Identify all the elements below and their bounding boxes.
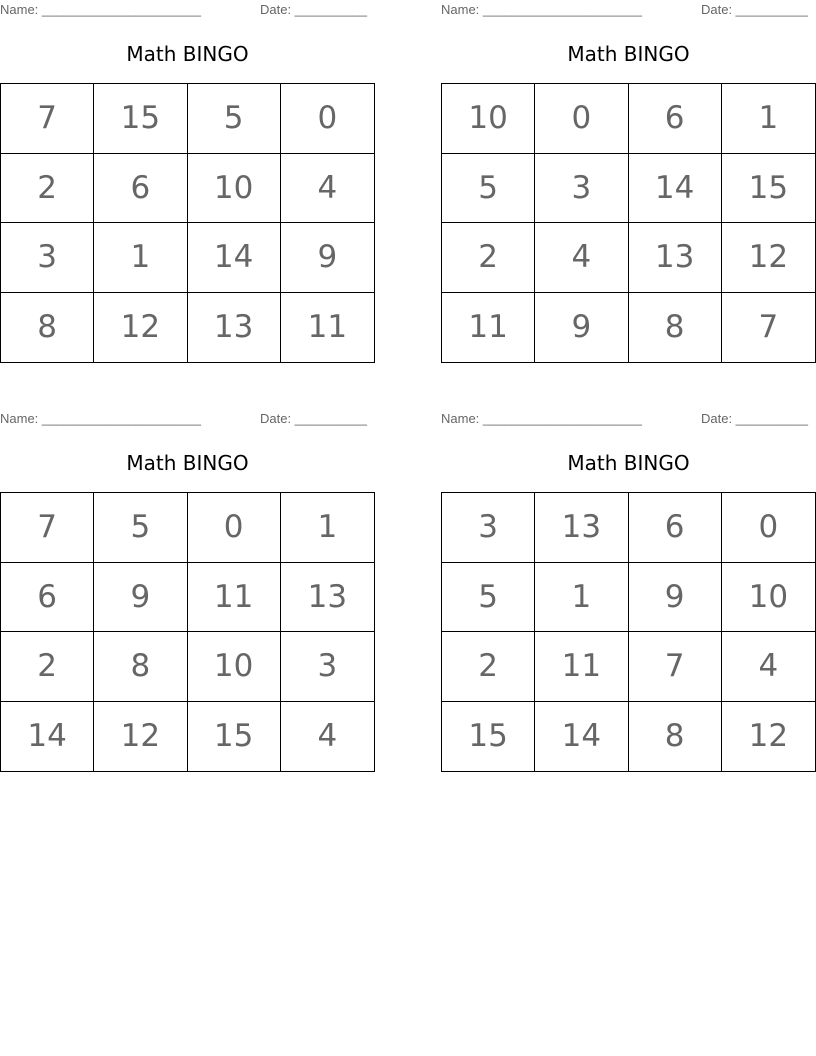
bingo-card bbox=[0, 409, 375, 773]
bingo-card bbox=[441, 409, 816, 773]
card-title: Math BINGO bbox=[126, 42, 249, 66]
bingo-cell: 2 bbox=[1, 154, 94, 224]
bingo-cell: 11 bbox=[188, 563, 281, 633]
bingo-card bbox=[0, 0, 375, 364]
bingo-grid bbox=[0, 83, 375, 363]
bingo-cell: 9 bbox=[535, 293, 628, 363]
bingo-card bbox=[441, 0, 816, 364]
card-header bbox=[441, 411, 816, 429]
bingo-cell: 15 bbox=[94, 84, 187, 154]
date-field-label: Date: __________ bbox=[701, 2, 808, 17]
bingo-cell: 1 bbox=[722, 84, 815, 154]
bingo-cell: 11 bbox=[535, 632, 628, 702]
bingo-cell: 1 bbox=[535, 563, 628, 633]
bingo-cell: 10 bbox=[722, 563, 815, 633]
bingo-cell: 1 bbox=[281, 493, 374, 563]
bingo-cell: 13 bbox=[188, 293, 281, 363]
bingo-cell: 6 bbox=[1, 563, 94, 633]
bingo-cell: 4 bbox=[317, 718, 338, 755]
card-header bbox=[0, 2, 375, 20]
name-field-label: Name: ______________________ bbox=[441, 2, 642, 17]
bingo-cell: 2 bbox=[1, 632, 94, 702]
bingo-cell: 2 bbox=[442, 223, 535, 293]
bingo-cell: 8 bbox=[629, 293, 722, 363]
bingo-cell: 11 bbox=[307, 309, 348, 346]
bingo-cell: 3 bbox=[442, 493, 535, 563]
bingo-cell: 12 bbox=[94, 293, 187, 363]
bingo-cell: 15 bbox=[188, 702, 281, 772]
bingo-cell: 7 bbox=[1, 84, 94, 154]
bingo-grid bbox=[441, 83, 816, 363]
date-field-label: Date: __________ bbox=[260, 2, 367, 17]
bingo-cell: 7 bbox=[629, 632, 722, 702]
bingo-cell: 8 bbox=[629, 702, 722, 772]
card-title: Math BINGO bbox=[567, 42, 690, 66]
bingo-cell: 12 bbox=[722, 223, 815, 293]
bingo-cell: 13 bbox=[629, 223, 722, 293]
bingo-cell: 1 bbox=[94, 223, 187, 293]
bingo-cell: 14 bbox=[188, 223, 281, 293]
name-field-label: Name: ______________________ bbox=[0, 411, 201, 426]
bingo-cell: 15 bbox=[722, 154, 815, 224]
bingo-cell: 15 bbox=[442, 702, 535, 772]
bingo-cell: 10 bbox=[188, 632, 281, 702]
bingo-cell: 5 bbox=[94, 493, 187, 563]
card-header bbox=[441, 2, 816, 20]
bingo-grid bbox=[441, 492, 816, 772]
bingo-cell: 9 bbox=[94, 563, 187, 633]
bingo-cell: 10 bbox=[442, 84, 535, 154]
bingo-cell: 8 bbox=[1, 293, 94, 363]
bingo-cell: 9 bbox=[281, 223, 374, 293]
bingo-cell: 7 bbox=[758, 309, 779, 346]
bingo-cell: 14 bbox=[535, 702, 628, 772]
name-field-label: Name: ______________________ bbox=[441, 411, 642, 426]
bingo-cell: 5 bbox=[188, 84, 281, 154]
bingo-cell: 4 bbox=[281, 154, 374, 224]
bingo-cell: 13 bbox=[535, 493, 628, 563]
name-field-label: Name: ______________________ bbox=[0, 2, 201, 17]
date-field-label: Date: __________ bbox=[701, 411, 808, 426]
bingo-cell: 13 bbox=[281, 563, 374, 633]
bingo-cell: 4 bbox=[722, 632, 815, 702]
bingo-cell: 5 bbox=[442, 563, 535, 633]
bingo-cell: 3 bbox=[1, 223, 94, 293]
bingo-cell: 2 bbox=[442, 632, 535, 702]
bingo-cell: 12 bbox=[748, 718, 789, 755]
bingo-cell: 5 bbox=[442, 154, 535, 224]
card-header bbox=[0, 411, 375, 429]
date-field-label: Date: __________ bbox=[260, 411, 367, 426]
bingo-cell: 8 bbox=[94, 632, 187, 702]
card-title: Math BINGO bbox=[567, 451, 690, 475]
bingo-cell: 4 bbox=[535, 223, 628, 293]
bingo-cell: 10 bbox=[188, 154, 281, 224]
bingo-cell: 0 bbox=[188, 493, 281, 563]
bingo-cell: 7 bbox=[1, 493, 94, 563]
bingo-grid bbox=[0, 492, 375, 772]
bingo-cell: 0 bbox=[722, 493, 815, 563]
bingo-cell: 12 bbox=[94, 702, 187, 772]
bingo-cell: 6 bbox=[94, 154, 187, 224]
bingo-cell: 11 bbox=[442, 293, 535, 363]
bingo-cell: 0 bbox=[535, 84, 628, 154]
bingo-cell: 14 bbox=[1, 702, 94, 772]
bingo-cell: 3 bbox=[281, 632, 374, 702]
bingo-cell: 14 bbox=[629, 154, 722, 224]
bingo-cell: 3 bbox=[535, 154, 628, 224]
bingo-cell: 6 bbox=[629, 84, 722, 154]
bingo-cell: 6 bbox=[629, 493, 722, 563]
bingo-cell: 9 bbox=[629, 563, 722, 633]
card-title: Math BINGO bbox=[126, 451, 249, 475]
bingo-cell: 0 bbox=[281, 84, 374, 154]
